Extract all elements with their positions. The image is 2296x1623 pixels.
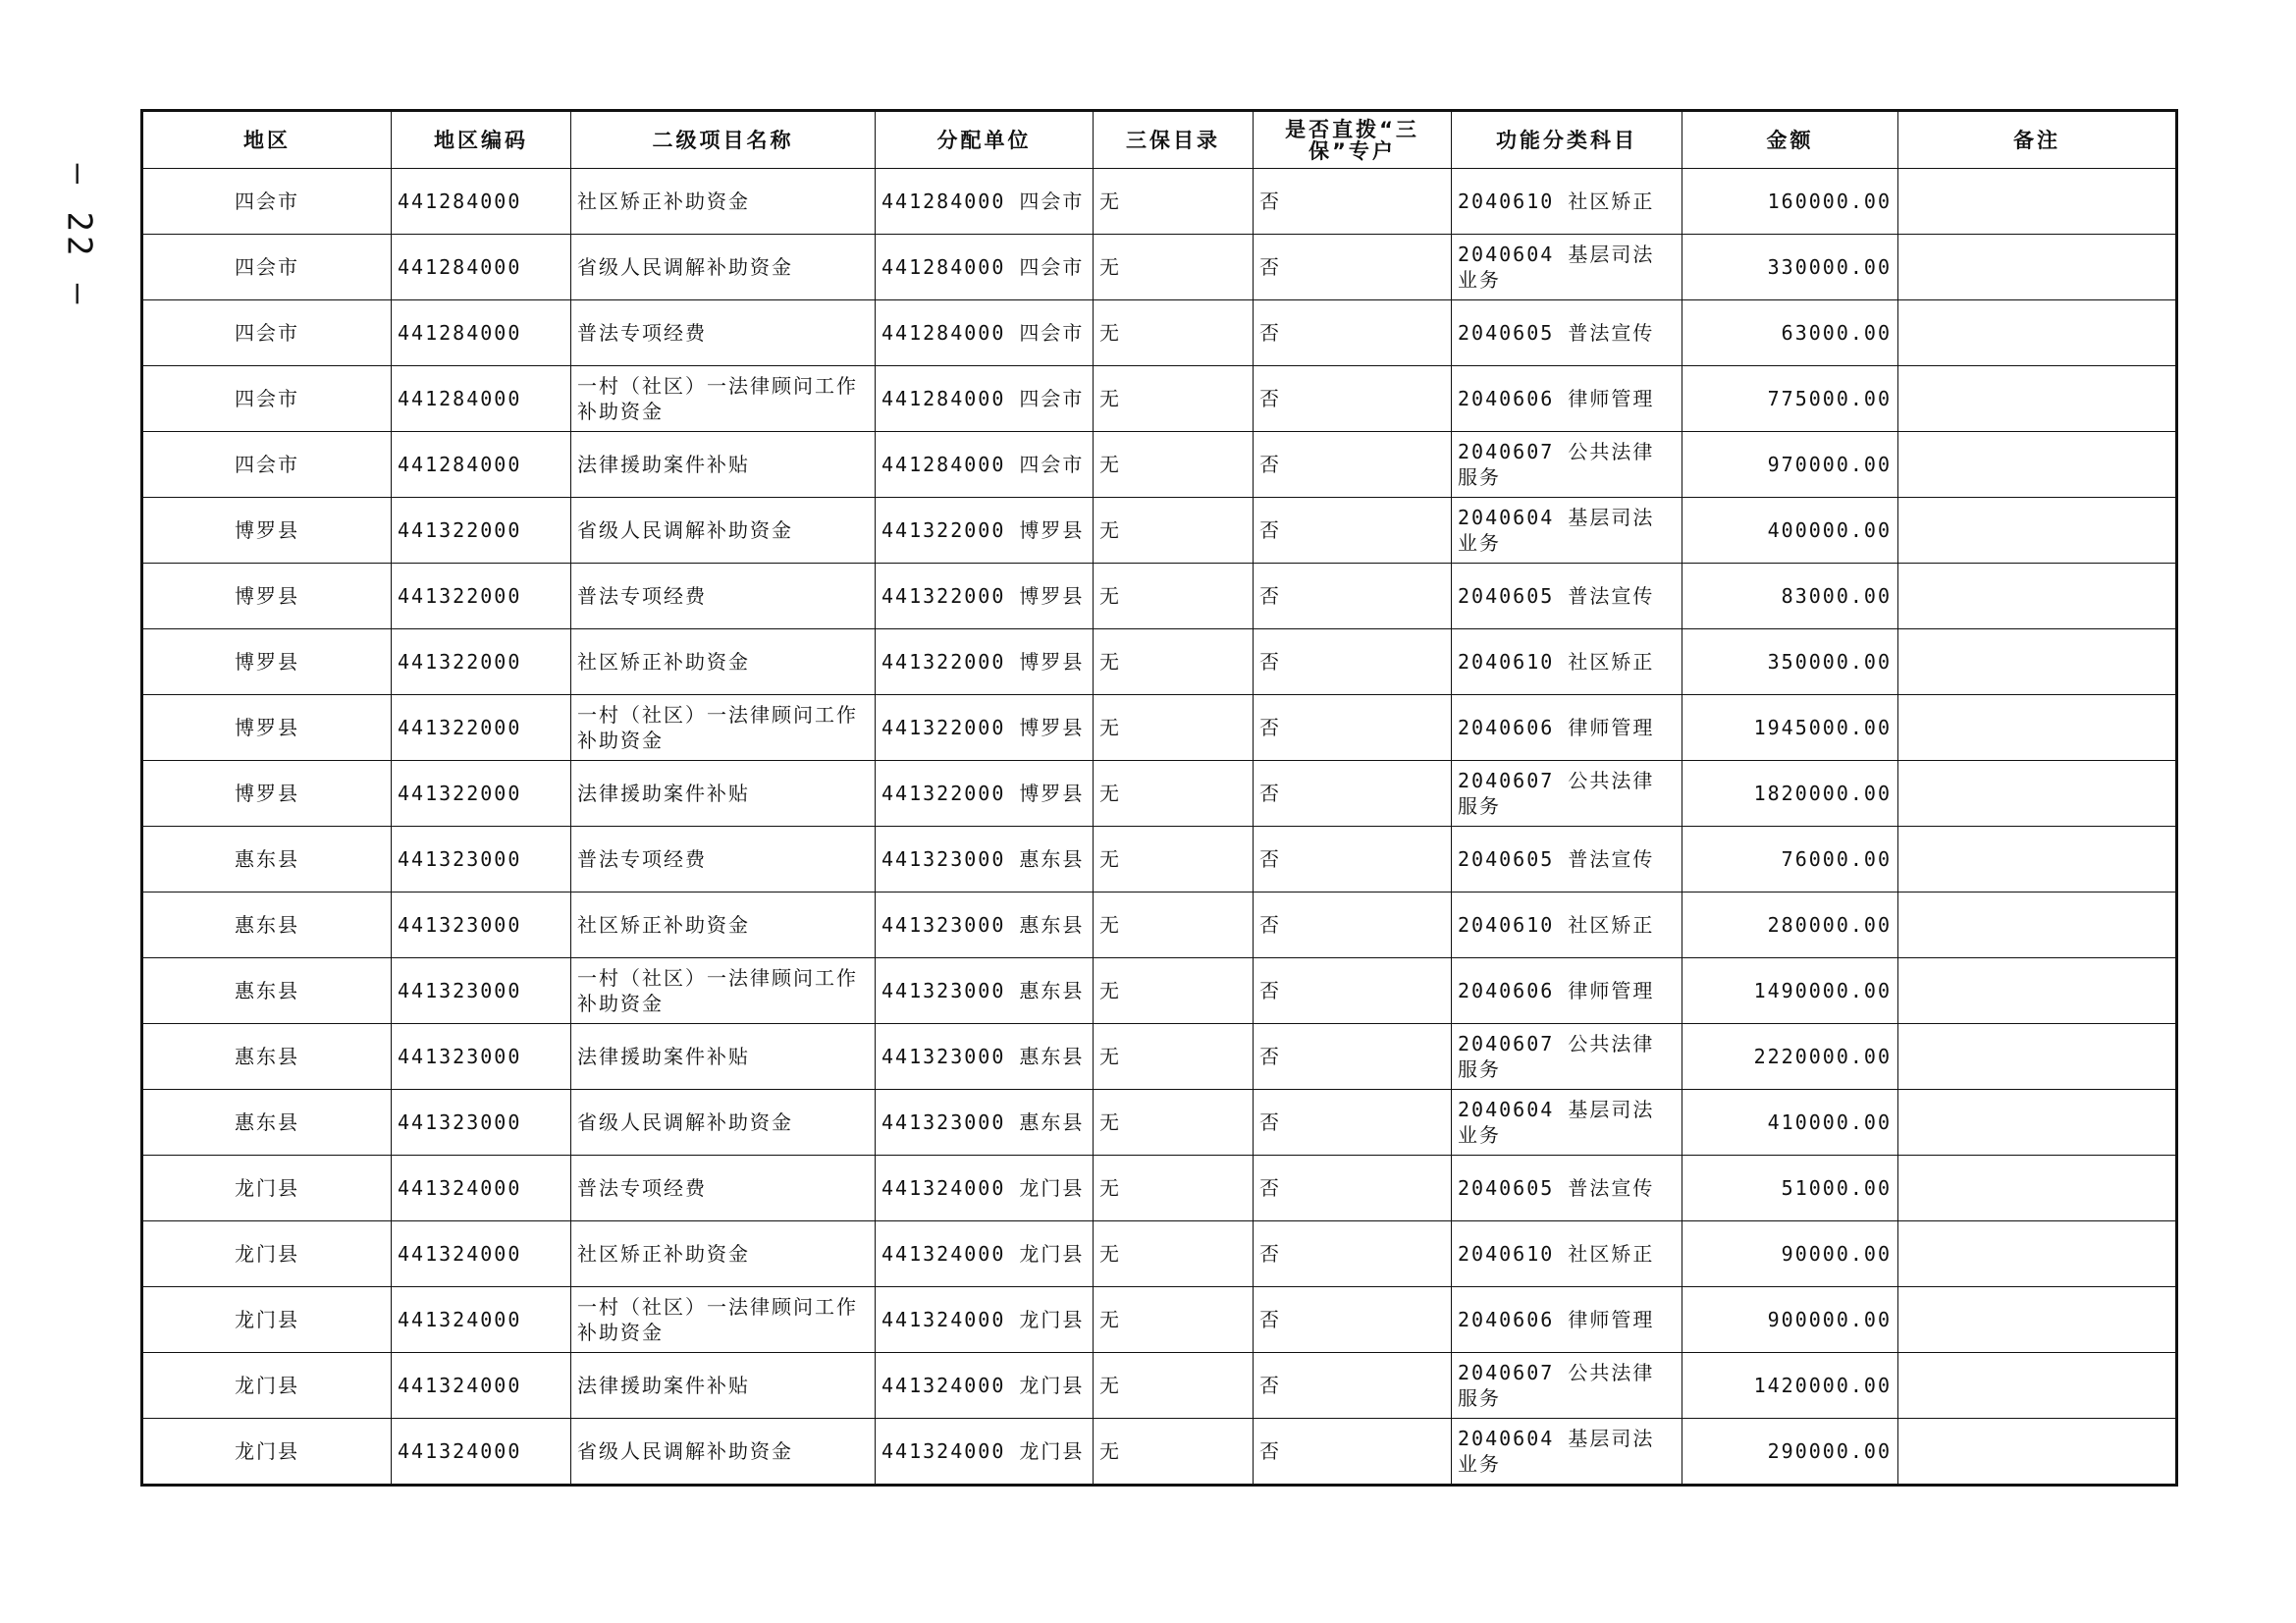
cell-direct-transfer: 否 (1254, 1024, 1452, 1090)
cell-amount: 350000.00 (1682, 629, 1898, 695)
cell-function-subject: 2040606 律师管理 (1452, 958, 1682, 1024)
cell-amount: 400000.00 (1682, 498, 1898, 564)
cell-function-subject: 2040605 普法宣传 (1452, 564, 1682, 629)
cell-project-name: 社区矫正补助资金 (571, 1221, 876, 1287)
table-row (142, 827, 2177, 893)
cell-amount: 1420000.00 (1682, 1353, 1898, 1419)
table-row (142, 1156, 2177, 1221)
cell-direct-transfer: 否 (1254, 1090, 1452, 1156)
cell-sanbao-catalog: 无 (1094, 1156, 1254, 1221)
cell-remark (1898, 1156, 2177, 1221)
cell-region: 博罗县 (142, 761, 392, 827)
cell-function-subject: 2040605 普法宣传 (1452, 300, 1682, 366)
cell-remark (1898, 432, 2177, 498)
cell-region-code: 441323000 (392, 1090, 571, 1156)
cell-sanbao-catalog: 无 (1094, 235, 1254, 300)
cell-direct-transfer: 否 (1254, 893, 1452, 958)
header-region-code: 地区编码 (392, 111, 571, 169)
cell-region: 四会市 (142, 432, 392, 498)
cell-remark (1898, 1287, 2177, 1353)
cell-project-name: 社区矫正补助资金 (571, 629, 876, 695)
header-sanbao-catalog: 三保目录 (1094, 111, 1254, 169)
header-remark: 备注 (1898, 111, 2177, 169)
cell-remark (1898, 629, 2177, 695)
cell-sanbao-catalog: 无 (1094, 169, 1254, 235)
cell-direct-transfer: 否 (1254, 958, 1452, 1024)
table-header (142, 111, 2177, 169)
cell-sanbao-catalog: 无 (1094, 366, 1254, 432)
cell-allocation-unit: 441322000 博罗县 (876, 564, 1094, 629)
cell-function-subject: 2040610 社区矫正 (1452, 629, 1682, 695)
header-row (142, 111, 2177, 169)
cell-allocation-unit: 441323000 惠东县 (876, 958, 1094, 1024)
cell-direct-transfer: 否 (1254, 1287, 1452, 1353)
cell-allocation-unit: 441284000 四会市 (876, 169, 1094, 235)
cell-project-name: 法律援助案件补贴 (571, 432, 876, 498)
cell-region-code: 441322000 (392, 629, 571, 695)
table-row (142, 893, 2177, 958)
cell-region-code: 441284000 (392, 432, 571, 498)
cell-region-code: 441284000 (392, 300, 571, 366)
cell-function-subject: 2040607 公共法律服务 (1452, 1024, 1682, 1090)
cell-project-name: 普法专项经费 (571, 564, 876, 629)
cell-region-code: 441322000 (392, 695, 571, 761)
cell-project-name: 社区矫正补助资金 (571, 169, 876, 235)
cell-remark (1898, 893, 2177, 958)
cell-direct-transfer: 否 (1254, 1419, 1452, 1486)
cell-region-code: 441323000 (392, 893, 571, 958)
cell-remark (1898, 1353, 2177, 1419)
cell-amount: 900000.00 (1682, 1287, 1898, 1353)
cell-region: 龙门县 (142, 1156, 392, 1221)
cell-allocation-unit: 441323000 惠东县 (876, 1090, 1094, 1156)
cell-sanbao-catalog: 无 (1094, 1221, 1254, 1287)
cell-amount: 76000.00 (1682, 827, 1898, 893)
cell-project-name: 省级人民调解补助资金 (571, 235, 876, 300)
cell-region: 龙门县 (142, 1353, 392, 1419)
cell-region: 博罗县 (142, 695, 392, 761)
cell-allocation-unit: 441324000 龙门县 (876, 1419, 1094, 1486)
cell-remark (1898, 564, 2177, 629)
cell-allocation-unit: 441324000 龙门县 (876, 1156, 1094, 1221)
cell-region-code: 441324000 (392, 1221, 571, 1287)
cell-region: 四会市 (142, 235, 392, 300)
cell-remark (1898, 1221, 2177, 1287)
cell-allocation-unit: 441322000 博罗县 (876, 498, 1094, 564)
cell-project-name: 普法专项经费 (571, 1156, 876, 1221)
cell-amount: 1945000.00 (1682, 695, 1898, 761)
cell-function-subject: 2040610 社区矫正 (1452, 893, 1682, 958)
table-row (142, 169, 2177, 235)
cell-region-code: 441322000 (392, 498, 571, 564)
cell-function-subject: 2040607 公共法律服务 (1452, 761, 1682, 827)
cell-function-subject: 2040606 律师管理 (1452, 366, 1682, 432)
cell-region: 四会市 (142, 300, 392, 366)
cell-allocation-unit: 441324000 龙门县 (876, 1221, 1094, 1287)
table-row (142, 761, 2177, 827)
cell-amount: 970000.00 (1682, 432, 1898, 498)
cell-amount: 410000.00 (1682, 1090, 1898, 1156)
cell-region-code: 441323000 (392, 1024, 571, 1090)
cell-region-code: 441322000 (392, 761, 571, 827)
cell-sanbao-catalog: 无 (1094, 1287, 1254, 1353)
cell-direct-transfer: 否 (1254, 169, 1452, 235)
cell-remark (1898, 1024, 2177, 1090)
cell-region: 博罗县 (142, 564, 392, 629)
table-row (142, 629, 2177, 695)
cell-region: 龙门县 (142, 1419, 392, 1486)
allocation-table (140, 109, 2178, 1487)
cell-region: 龙门县 (142, 1287, 392, 1353)
cell-amount: 330000.00 (1682, 235, 1898, 300)
cell-region-code: 441284000 (392, 366, 571, 432)
cell-function-subject: 2040604 基层司法业务 (1452, 1419, 1682, 1486)
cell-sanbao-catalog: 无 (1094, 432, 1254, 498)
cell-region: 惠东县 (142, 827, 392, 893)
cell-project-name: 省级人民调解补助资金 (571, 1419, 876, 1486)
cell-region: 博罗县 (142, 498, 392, 564)
table-row (142, 695, 2177, 761)
cell-function-subject: 2040610 社区矫正 (1452, 1221, 1682, 1287)
cell-sanbao-catalog: 无 (1094, 958, 1254, 1024)
cell-allocation-unit: 441324000 龙门县 (876, 1353, 1094, 1419)
cell-amount: 1820000.00 (1682, 761, 1898, 827)
cell-direct-transfer: 否 (1254, 761, 1452, 827)
cell-function-subject: 2040607 公共法律服务 (1452, 432, 1682, 498)
cell-function-subject: 2040605 普法宣传 (1452, 1156, 1682, 1221)
cell-remark (1898, 695, 2177, 761)
cell-remark (1898, 958, 2177, 1024)
cell-direct-transfer: 否 (1254, 235, 1452, 300)
cell-allocation-unit: 441323000 惠东县 (876, 893, 1094, 958)
cell-project-name: 一村（社区）一法律顾问工作补助资金 (571, 1287, 876, 1353)
cell-region-code: 441324000 (392, 1353, 571, 1419)
header-function-subject: 功能分类科目 (1452, 111, 1682, 169)
table-row (142, 958, 2177, 1024)
table-row (142, 1287, 2177, 1353)
cell-sanbao-catalog: 无 (1094, 1419, 1254, 1486)
cell-direct-transfer: 否 (1254, 366, 1452, 432)
header-allocation-unit: 分配单位 (876, 111, 1094, 169)
cell-allocation-unit: 441322000 博罗县 (876, 761, 1094, 827)
cell-project-name: 一村（社区）一法律顾问工作补助资金 (571, 366, 876, 432)
table-row (142, 1353, 2177, 1419)
cell-amount: 280000.00 (1682, 893, 1898, 958)
cell-function-subject: 2040610 社区矫正 (1452, 169, 1682, 235)
cell-region: 惠东县 (142, 1024, 392, 1090)
cell-region: 惠东县 (142, 1090, 392, 1156)
cell-project-name: 省级人民调解补助资金 (571, 498, 876, 564)
cell-function-subject: 2040604 基层司法业务 (1452, 1090, 1682, 1156)
cell-direct-transfer: 否 (1254, 564, 1452, 629)
cell-project-name: 法律援助案件补贴 (571, 761, 876, 827)
table-row (142, 432, 2177, 498)
cell-sanbao-catalog: 无 (1094, 300, 1254, 366)
cell-function-subject: 2040606 律师管理 (1452, 1287, 1682, 1353)
table-row (142, 1419, 2177, 1486)
cell-function-subject: 2040604 基层司法业务 (1452, 498, 1682, 564)
table-row (142, 300, 2177, 366)
table-row (142, 1090, 2177, 1156)
cell-allocation-unit: 441284000 四会市 (876, 432, 1094, 498)
table-row (142, 366, 2177, 432)
cell-remark (1898, 1419, 2177, 1486)
cell-function-subject: 2040605 普法宣传 (1452, 827, 1682, 893)
cell-direct-transfer: 否 (1254, 1353, 1452, 1419)
table-row (142, 1024, 2177, 1090)
cell-region-code: 441323000 (392, 827, 571, 893)
cell-sanbao-catalog: 无 (1094, 761, 1254, 827)
cell-region-code: 441323000 (392, 958, 571, 1024)
header-amount: 金额 (1682, 111, 1898, 169)
cell-region: 惠东县 (142, 893, 392, 958)
cell-sanbao-catalog: 无 (1094, 695, 1254, 761)
cell-region-code: 441324000 (392, 1287, 571, 1353)
cell-amount: 2220000.00 (1682, 1024, 1898, 1090)
cell-amount: 775000.00 (1682, 366, 1898, 432)
cell-direct-transfer: 否 (1254, 629, 1452, 695)
cell-amount: 83000.00 (1682, 564, 1898, 629)
cell-region: 博罗县 (142, 629, 392, 695)
cell-remark (1898, 1090, 2177, 1156)
cell-sanbao-catalog: 无 (1094, 498, 1254, 564)
cell-project-name: 省级人民调解补助资金 (571, 1090, 876, 1156)
cell-allocation-unit: 441284000 四会市 (876, 300, 1094, 366)
cell-allocation-unit: 441322000 博罗县 (876, 629, 1094, 695)
cell-allocation-unit: 441322000 博罗县 (876, 695, 1094, 761)
table-row (142, 498, 2177, 564)
header-direct-transfer: 是否直拨“三保”专户 (1254, 111, 1452, 169)
table-row (142, 564, 2177, 629)
cell-region-code: 441284000 (392, 169, 571, 235)
cell-remark (1898, 761, 2177, 827)
cell-direct-transfer: 否 (1254, 695, 1452, 761)
cell-region-code: 441322000 (392, 564, 571, 629)
header-project-name: 二级项目名称 (571, 111, 876, 169)
cell-region: 龙门县 (142, 1221, 392, 1287)
table-body (142, 169, 2177, 1486)
cell-project-name: 法律援助案件补贴 (571, 1353, 876, 1419)
cell-amount: 90000.00 (1682, 1221, 1898, 1287)
cell-region: 惠东县 (142, 958, 392, 1024)
table-row (142, 1221, 2177, 1287)
cell-allocation-unit: 441323000 惠东县 (876, 827, 1094, 893)
cell-sanbao-catalog: 无 (1094, 564, 1254, 629)
cell-remark (1898, 235, 2177, 300)
cell-direct-transfer: 否 (1254, 498, 1452, 564)
cell-allocation-unit: 441324000 龙门县 (876, 1287, 1094, 1353)
cell-project-name: 一村（社区）一法律顾问工作补助资金 (571, 958, 876, 1024)
cell-direct-transfer: 否 (1254, 1221, 1452, 1287)
cell-allocation-unit: 441284000 四会市 (876, 235, 1094, 300)
cell-amount: 160000.00 (1682, 169, 1898, 235)
cell-amount: 63000.00 (1682, 300, 1898, 366)
cell-sanbao-catalog: 无 (1094, 827, 1254, 893)
cell-sanbao-catalog: 无 (1094, 893, 1254, 958)
cell-project-name: 社区矫正补助资金 (571, 893, 876, 958)
cell-remark (1898, 498, 2177, 564)
cell-region-code: 441324000 (392, 1419, 571, 1486)
cell-remark (1898, 366, 2177, 432)
cell-project-name: 法律援助案件补贴 (571, 1024, 876, 1090)
cell-allocation-unit: 441284000 四会市 (876, 366, 1094, 432)
table-row (142, 235, 2177, 300)
cell-amount: 290000.00 (1682, 1419, 1898, 1486)
cell-function-subject: 2040604 基层司法业务 (1452, 235, 1682, 300)
cell-region-code: 441324000 (392, 1156, 571, 1221)
cell-sanbao-catalog: 无 (1094, 1353, 1254, 1419)
cell-allocation-unit: 441323000 惠东县 (876, 1024, 1094, 1090)
page-number-text: — 22 — (59, 163, 99, 308)
cell-region-code: 441284000 (392, 235, 571, 300)
cell-project-name: 普法专项经费 (571, 300, 876, 366)
cell-direct-transfer: 否 (1254, 1156, 1452, 1221)
cell-sanbao-catalog: 无 (1094, 629, 1254, 695)
cell-region: 四会市 (142, 169, 392, 235)
cell-function-subject: 2040606 律师管理 (1452, 695, 1682, 761)
cell-amount: 1490000.00 (1682, 958, 1898, 1024)
cell-direct-transfer: 否 (1254, 300, 1452, 366)
cell-direct-transfer: 否 (1254, 827, 1452, 893)
cell-sanbao-catalog: 无 (1094, 1090, 1254, 1156)
cell-direct-transfer: 否 (1254, 432, 1452, 498)
cell-region: 四会市 (142, 366, 392, 432)
cell-project-name: 一村（社区）一法律顾问工作补助资金 (571, 695, 876, 761)
cell-amount: 51000.00 (1682, 1156, 1898, 1221)
header-region: 地区 (142, 111, 392, 169)
cell-project-name: 普法专项经费 (571, 827, 876, 893)
cell-remark (1898, 827, 2177, 893)
cell-sanbao-catalog: 无 (1094, 1024, 1254, 1090)
cell-remark (1898, 300, 2177, 366)
cell-function-subject: 2040607 公共法律服务 (1452, 1353, 1682, 1419)
cell-remark (1898, 169, 2177, 235)
page-number (54, 157, 103, 314)
